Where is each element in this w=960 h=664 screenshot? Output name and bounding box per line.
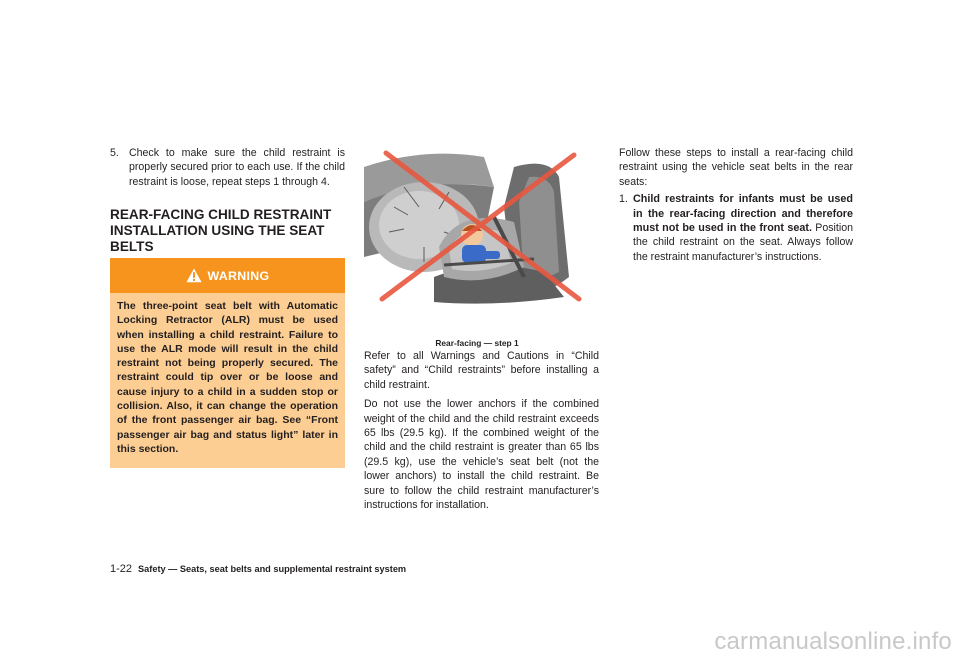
step-1-text: [619, 192, 853, 264]
page-number: 1-22: [110, 563, 133, 575]
step-5-text: Check to make sure the child restraint is properly secured prior to each use. If the child restraint is loose, repeat steps 1 through 4.: [129, 147, 345, 188]
step-5-number: 5.: [110, 147, 119, 159]
step-1: [619, 192, 853, 264]
warning-triangle-icon: [186, 268, 202, 283]
right-column: [619, 146, 853, 267]
warning-header: [110, 258, 345, 293]
front-seat-airbag-scene: [364, 147, 590, 307]
page-footer: [110, 563, 406, 575]
watermark: carmanualsonline.info: [714, 628, 952, 655]
warning-text: The three-point seat belt with Automatic Locking Retractor (ALR) must be used when installing a child restraint. Failure to use the ALR mode will result in the child restraint not being properly secured. The restraint could tip over or be loose and cause injury to a child in a sudden stop or collision. Also, it can change the operation of the front passenger air bag. See “Front passenger air bag and status light” later in this section.: [117, 300, 338, 455]
step-5: [110, 146, 345, 189]
step-1-number: 1.: [619, 193, 628, 206]
warning-box: [110, 258, 345, 468]
right-intro: Follow these steps to install a rear-facing child restraint using the vehicle seat belts in the rear seats:: [619, 147, 853, 188]
middle-column: [364, 349, 599, 517]
footer-section-title: Safety — Seats, seat belts and supplemental restraint system: [138, 564, 407, 574]
step-1-regular: Position the child restraint on the seat. Always follow the restraint manufacturer’s instructions.: [633, 222, 853, 263]
step-1-bold: Child restraints for infants must be used in the rear-facing direction and therefore must not be used in the front seat.: [633, 193, 853, 235]
section-heading: REAR-FACING CHILD RESTRAINT INSTALLATION USING THE SEAT BELTS: [110, 207, 332, 254]
middle-paragraph-2: Do not use the lower anchors if the combined weight of the child and the child restraint exceeds 65 lbs (29.5 kg). If the combined weight of the child and the child restraint is greater than 65 lbs (29.5 kg), use the vehicle’s seat belt (not the lower anchors) to install the child restraint. Be sure to follow the child restraint manufacturer’s instructions for installation.: [364, 398, 599, 512]
middle-paragraph-1: Refer to all Warnings and Cautions in “Child safety” and “Child restraints” before installing a child restraint.: [364, 350, 599, 391]
warning-title: WARNING: [207, 268, 270, 283]
figure-caption: Rear-facing — step 1: [435, 338, 519, 348]
rear-facing-illustration: [364, 147, 590, 307]
